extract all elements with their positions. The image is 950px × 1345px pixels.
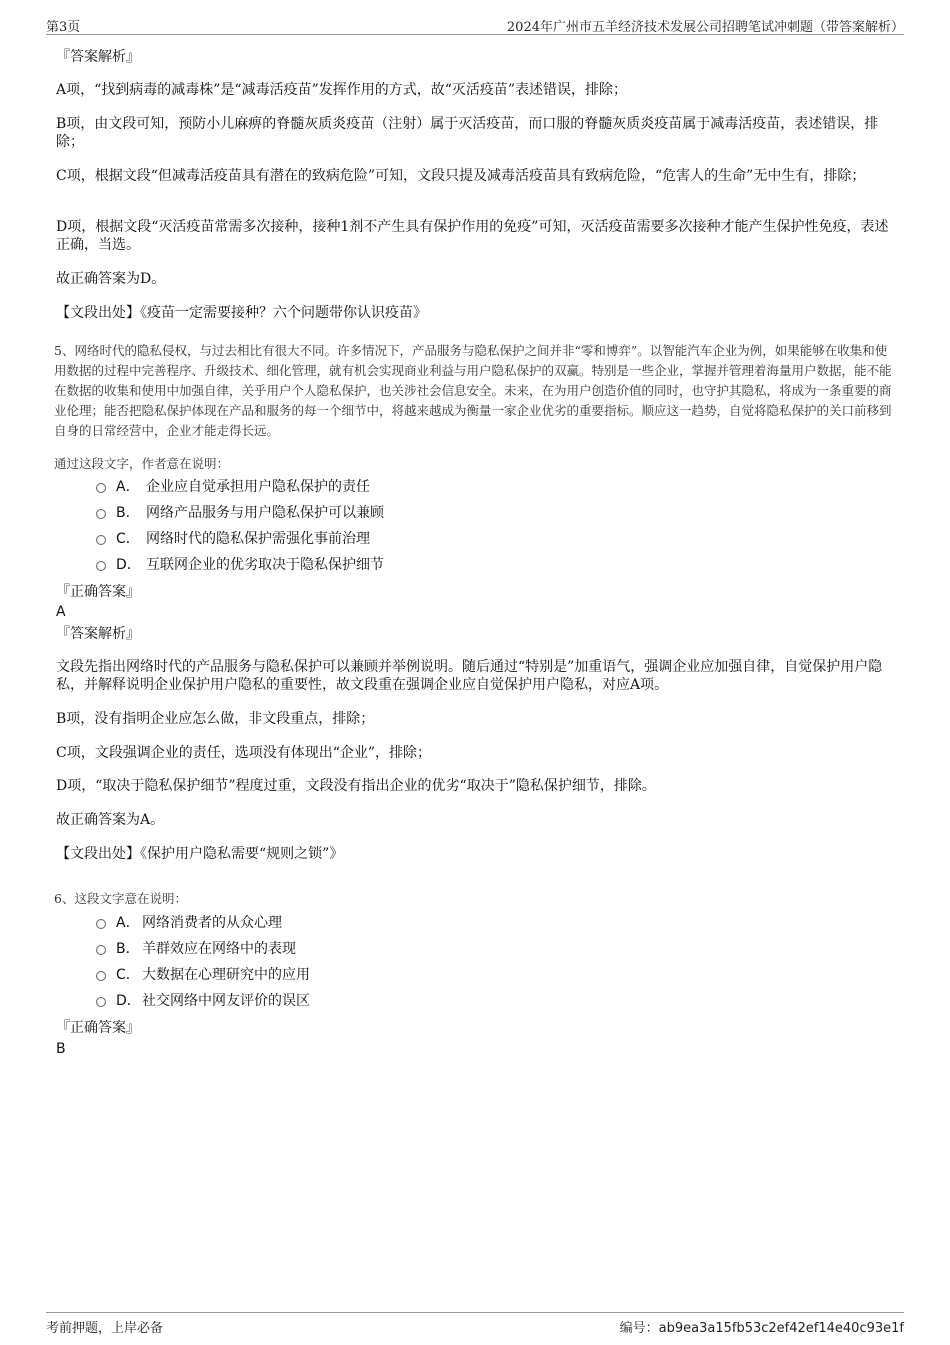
radio-icon[interactable] (96, 483, 106, 493)
q5-option-a[interactable]: A． 企业应自觉承担用户隐私保护的责任 (96, 478, 370, 496)
q6-answer-label: 『正确答案』 (56, 1020, 140, 1036)
q4-conclusion: 故正确答案为D。 (56, 271, 166, 287)
q4-source: 【文段出处】《疫苗一定需要接种？六个问题带你认识疫苗》 (56, 305, 427, 321)
radio-icon[interactable] (96, 945, 106, 955)
q5-option-b[interactable]: B． 网络产品服务与用户隐私保护可以兼顾 (96, 504, 384, 522)
radio-icon[interactable] (96, 561, 106, 571)
footer-code-label: 编号： (619, 1321, 659, 1336)
q5-analysis-d: D项，“取决于隐私保护细节”程度过重，文段没有指出企业的优劣“取决于”隐私保护细节，排除。 (56, 778, 656, 794)
q5-analysis-c: C项，文段强调企业的责任，选项没有体现出“企业”，排除； (56, 745, 432, 761)
q5-analysis-main: 文段先指出网络时代的产品服务与隐私保护可以兼顾并举例说明。随后通过“特别是”加重语气，强调企业应加强自律，自觉保护用户隐私，并解释说明企业保护用户隐私的重要性，故文段重在强调企业应自觉保护用户隐私，对应A项。 (56, 659, 883, 693)
footer-code (620, 1317, 904, 1336)
q5-question: 通过这段文字，作者意在说明： (54, 455, 230, 471)
q6-option-c[interactable]: C． 大数据在心理研究中的应用 (96, 966, 310, 984)
radio-icon[interactable] (96, 971, 106, 981)
page-footer (46, 1312, 904, 1336)
q4-analysis-c: C项，根据文段“但减毒活疫苗具有潜在的致病危险”可知，文段只提及减毒活疫苗具有致病危险，“危害人的生命”无中生有，排除； (56, 168, 866, 184)
radio-icon[interactable] (96, 919, 106, 929)
q5-source: 【文段出处】《保护用户隐私需要“规则之锁”》 (56, 846, 344, 862)
q6-option-a[interactable]: A． 网络消费者的从众心理 (96, 914, 282, 932)
footer-code-value: ab9ea3a15fb53c2ef42ef14e40c93e1f (658, 1321, 904, 1336)
q5-analysis-label: 『答案解析』 (56, 626, 140, 642)
q6-stem: 6、这段文字意在说明： (54, 890, 187, 906)
radio-icon[interactable] (96, 509, 106, 519)
q5-analysis-b: B项，没有指明企业应怎么做，非文段重点，排除； (56, 711, 375, 727)
q5-option-c[interactable]: C． 网络时代的隐私保护需强化事前治理 (96, 530, 370, 548)
q5-option-d[interactable]: D． 互联网企业的优劣取决于隐私保护细节 (96, 556, 384, 574)
q4-analysis-label: 『答案解析』 (56, 49, 140, 65)
q5-answer-label: 『正确答案』 (56, 584, 140, 600)
radio-icon[interactable] (96, 997, 106, 1007)
page-number: 第3页 (46, 20, 81, 35)
radio-icon[interactable] (96, 535, 106, 545)
q4-analysis-d: D项，根据文段“灭活疫苗常需多次接种，接种1剂不产生具有保护作用的免疫”可知，灭活疫苗需要多次接种才能产生保护性免疫，表述正确，当选。 (56, 219, 889, 253)
document-title: 2024年广州市五羊经济技术发展公司招聘笔试冲刺题（带答案解析） (506, 20, 904, 35)
q6-option-d[interactable]: D．社交网络中网友评价的误区 (96, 992, 310, 1010)
q4-analysis-b: B项，由文段可知，预防小儿麻痹的脊髓灰质炎疫苗（注射）属于灭活疫苗，而口服的脊髓灰质炎疫苗属于减毒活疫苗，表述错误，排除； (56, 116, 879, 150)
q5-conclusion: 故正确答案为A。 (56, 812, 165, 828)
footer-slogan: 考前押题，上岸必备 (46, 1321, 164, 1336)
q5-answer: A (56, 604, 66, 620)
page-header (46, 14, 904, 35)
q6-option-b[interactable]: B． 羊群效应在网络中的表现 (96, 940, 296, 958)
q4-analysis-a: A项，“找到病毒的减毒株”是“减毒活疫苗”发挥作用的方式，故“灭活疫苗”表述错误，排除； (56, 82, 628, 98)
q5-stem: 5、网络时代的隐私侵权，与过去相比有很大不同。许多情况下，产品服务与隐私保护之间并非“零和博弈”。以智能汽车企业为例，如果能够在收集和使用数据的过程中完善程序、升级技术、细化管理，就有机会实现商业利益与用户隐私保护的双赢。特别是一些企业，掌握并管理着海量用户数据，能不能在数据的收集和使用中加强自律，关乎用户个人隐私保护，也关涉社会信息安全。未来，在为用户创造价值的同时，也守护其隐私，将成为一条重要的商业伦理；能否把隐私保护体现在产品和服务的每一个细节中，将越来越成为衡量一家企业优劣的重要指标。顺应这一趋势，自觉将隐私保护的关口前移到自身的日常经营中，企业才能走得长远。 (54, 342, 892, 438)
q6-answer: B (56, 1041, 66, 1057)
